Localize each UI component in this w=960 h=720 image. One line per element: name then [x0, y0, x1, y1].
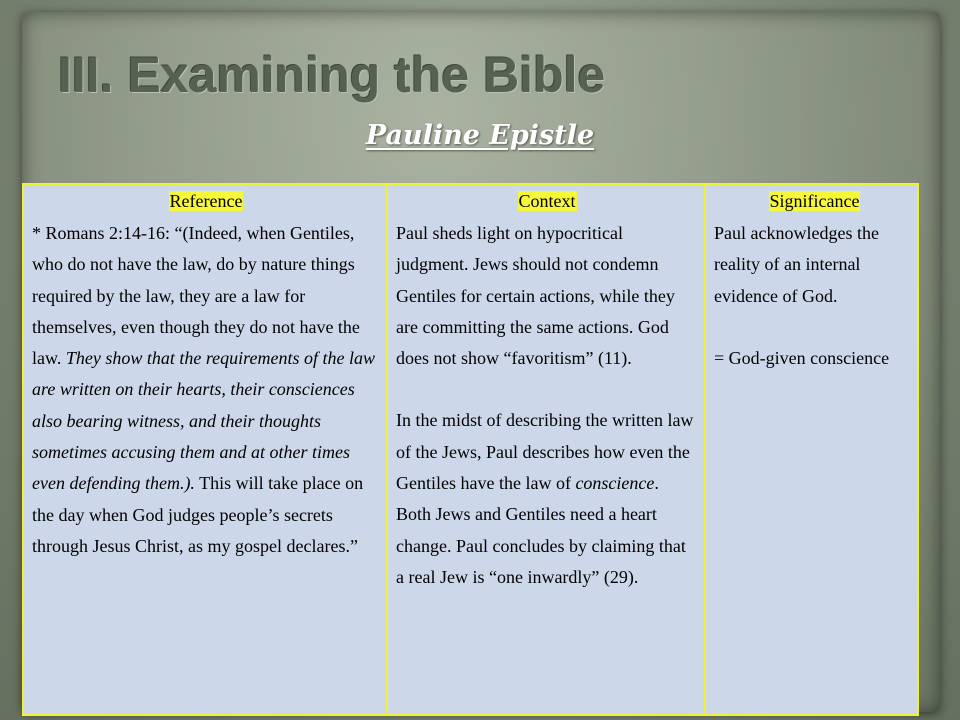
slide-subtitle: Pauline Epistle	[365, 120, 595, 151]
context-paragraph-2	[396, 405, 698, 593]
context-cell	[396, 218, 698, 593]
reference-quote-end: This will take place on the day when God judges people’s secrets through Jesus Christ, as my gospel declares.”	[32, 473, 364, 556]
reference-quote-italic: They show that the requirements of the law are written on their hearts, their consciences also bearing witness, and their thoughts sometimes accusing them and at other times even defending them.).	[32, 348, 375, 494]
significance-column	[706, 185, 921, 714]
context-p2-start: In the midst of describing the written law of the Jews, Paul describes how even the Gentiles have the law of	[396, 410, 694, 494]
reference-column	[24, 185, 388, 714]
significance-cell	[714, 218, 915, 374]
reference-header-label: Reference	[169, 191, 243, 211]
significance-header	[714, 187, 915, 215]
epistle-table	[22, 183, 919, 716]
slide-title: III. Examining the Bible	[58, 47, 606, 103]
significance-header-label: Significance	[769, 191, 860, 211]
context-paragraph-1: Paul sheds light on hypocritical judgment. Jews should not condemn Gentiles for certain actions, while they are committing the same actions. God does not show “favoritism” (11).	[396, 223, 675, 369]
context-header	[396, 187, 698, 215]
significance-paragraph-2: = God-given conscience	[714, 347, 890, 368]
reference-header	[32, 187, 380, 215]
reference-quote-plain: * Romans 2:14-16: “(Indeed, when Gentiles, who do not have the law, do by nature things required by the law, they are a law for themselves, even though they do not have the law.	[32, 223, 360, 369]
reference-quote	[32, 218, 380, 562]
context-p2-italic: conscience	[575, 473, 655, 494]
context-column	[388, 185, 706, 714]
context-p2-end: . Both Jews and Gentiles need a heart change. Paul concludes by claiming that a real Jew is “one inwardly” (29).	[396, 473, 686, 587]
significance-paragraph-1: Paul acknowledges the reality of an internal evidence of God.	[714, 223, 879, 306]
context-header-label: Context	[518, 191, 576, 211]
reference-cell	[32, 218, 380, 562]
